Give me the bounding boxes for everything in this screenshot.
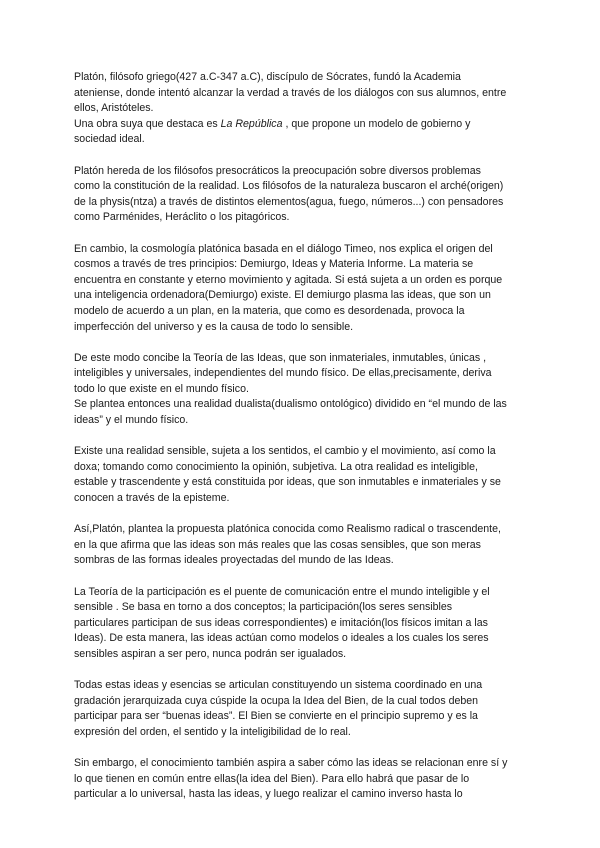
text-line: En cambio, la cosmología platónica basada en el diálogo Timeo, nos explica el origen del	[74, 242, 493, 255]
text-line: Todas estas ideas y esencias se articulan constituyendo un sistema coordinado en una	[74, 679, 483, 692]
document-page	[74, 70, 526, 819]
text-line: Existe una realidad sensible, sujeta a los sentidos, el cambio y el movimiento, así como la	[74, 445, 496, 458]
text-line: De este modo concibe la Teoría de las Ideas, que son inmateriales, inmutables, únicas ,	[74, 351, 487, 364]
text-line: ideas” y el mundo físico.	[74, 414, 189, 427]
text-line: Platón, filósofo griego(427 a.C-347 a.C), discípulo de Sócrates, fundó la Academia	[74, 71, 461, 83]
book-title-italic: La República	[220, 117, 283, 130]
text-line: una inteligencia ordenadora(Demiurgo) existe. El demiurgo plasma las ideas, que son un	[74, 289, 491, 302]
text-line: sombras de las formas ideales proyectadas del mundo de las Ideas.	[74, 554, 394, 567]
text-line: sensible . Se basa en torno a dos conceptos; la participación(los seres sensibles	[74, 601, 453, 614]
text-run: sociedad ideal.	[74, 133, 145, 146]
text-line: todo lo que existe en el mundo físico.	[74, 382, 249, 395]
paragraph-intro	[74, 70, 526, 148]
text-line	[74, 132, 526, 148]
text-line: estable y trascendente y está constituida por ideas, que son inmutables e inmateriales y se	[74, 476, 501, 489]
text-line: Ideas). De esta manera, las ideas actúan como modelos o ideales a los cuales los seres	[74, 632, 489, 645]
text-line: imperfección del universo y es la causa de todo lo sensible.	[74, 320, 354, 333]
text-line: doxa; tomando como conocimiento la opinión, subjetiva. La otra realidad es inteligible,	[74, 460, 478, 473]
text-line: como Parménides, Heráclito o los pitagóricos.	[74, 211, 290, 224]
paragraph-teoria-ideas	[74, 351, 526, 429]
paragraph-conocimiento	[74, 756, 526, 803]
text-line: de la physis(ntza) a través de distintos elementos(agua, fuego, números...) con pensadores	[74, 195, 504, 208]
text-line: ellos, Aristóteles.	[74, 102, 154, 115]
paragraph-idea-bien	[74, 678, 526, 740]
text-line: cosmos a través de tres principios: Demiurgo, Ideas y Materia Informe. La materia se	[74, 258, 474, 271]
text-line: encuentra en constante y eterno movimiento y agitada. Si está sujeta a un orden es porque	[74, 273, 503, 286]
text-line: gradación jerarquizada cuya cúspide la ocupa la Idea del Bien, de la cual todos deben	[74, 694, 479, 707]
paragraph-cosmologia	[74, 242, 526, 336]
text-line: en la que afirma que las ideas son más reales que las cosas sensibles, que son meras	[74, 538, 481, 551]
text-line: Se plantea entonces una realidad dualista(dualismo ontológico) dividido en “el mundo de las	[74, 398, 507, 411]
paragraph-realidad-sensible	[74, 444, 526, 506]
text-line: Sin embargo, el conocimiento también aspira a saber cómo las ideas se relacionan enre sí y	[74, 757, 508, 770]
paragraph-presocraticos	[74, 164, 526, 226]
text-line: Así,Platón, plantea la propuesta platónica conocida como Realismo radical o trascendente,	[74, 523, 501, 536]
text-line: La Teoría de la participación es el puente de comunicación entre el mundo inteligible y el	[74, 585, 490, 598]
text-line: particulares participan de sus ideas correspondientes) e imitación(los físicos imitan a las	[74, 616, 488, 629]
paragraph-realismo	[74, 522, 526, 569]
text-line: conocen a través de la episteme.	[74, 492, 230, 505]
text-line: Platón hereda de los filósofos presocráticos la preocupación sobre diversos problemas	[74, 164, 481, 177]
paragraph-participacion	[74, 585, 526, 663]
text-line: participar para ser “buenas ideas”. El Bien se convierte en el principio supremo y es la	[74, 710, 478, 723]
text-line: inteligibles y universales, independientes del mundo físico. De ellas,precisamente, deriva	[74, 367, 492, 380]
text-line: expresión del orden, el sentido y la inteligibilidad de lo real.	[74, 725, 351, 738]
text-line: particular a lo universal, hasta las ideas, y luego realizar el camino inverso hasta lo	[74, 788, 463, 801]
text-line: como la constitución de la realidad. Los filósofos de la naturaleza buscaron el arché(origen)	[74, 180, 504, 193]
text-run: Una obra suya que destaca es	[74, 117, 221, 130]
text-line	[74, 117, 526, 133]
text-line: modelo de acuerdo a un plan, en la materia, que como es desordenada, provoca la	[74, 304, 465, 317]
text-run: , que propone un modelo de gobierno y	[282, 117, 471, 130]
text-line: lo que tienen en común entre ellas(la idea del Bien). Para ello habrá que pasar de lo	[74, 772, 470, 785]
text-line: ateniense, donde intentó alcanzar la verdad a través de los diálogos con sus alumnos, entre	[74, 86, 507, 99]
text-line: sensibles aspiran a ser pero, nunca podrán ser igualados.	[74, 647, 347, 660]
